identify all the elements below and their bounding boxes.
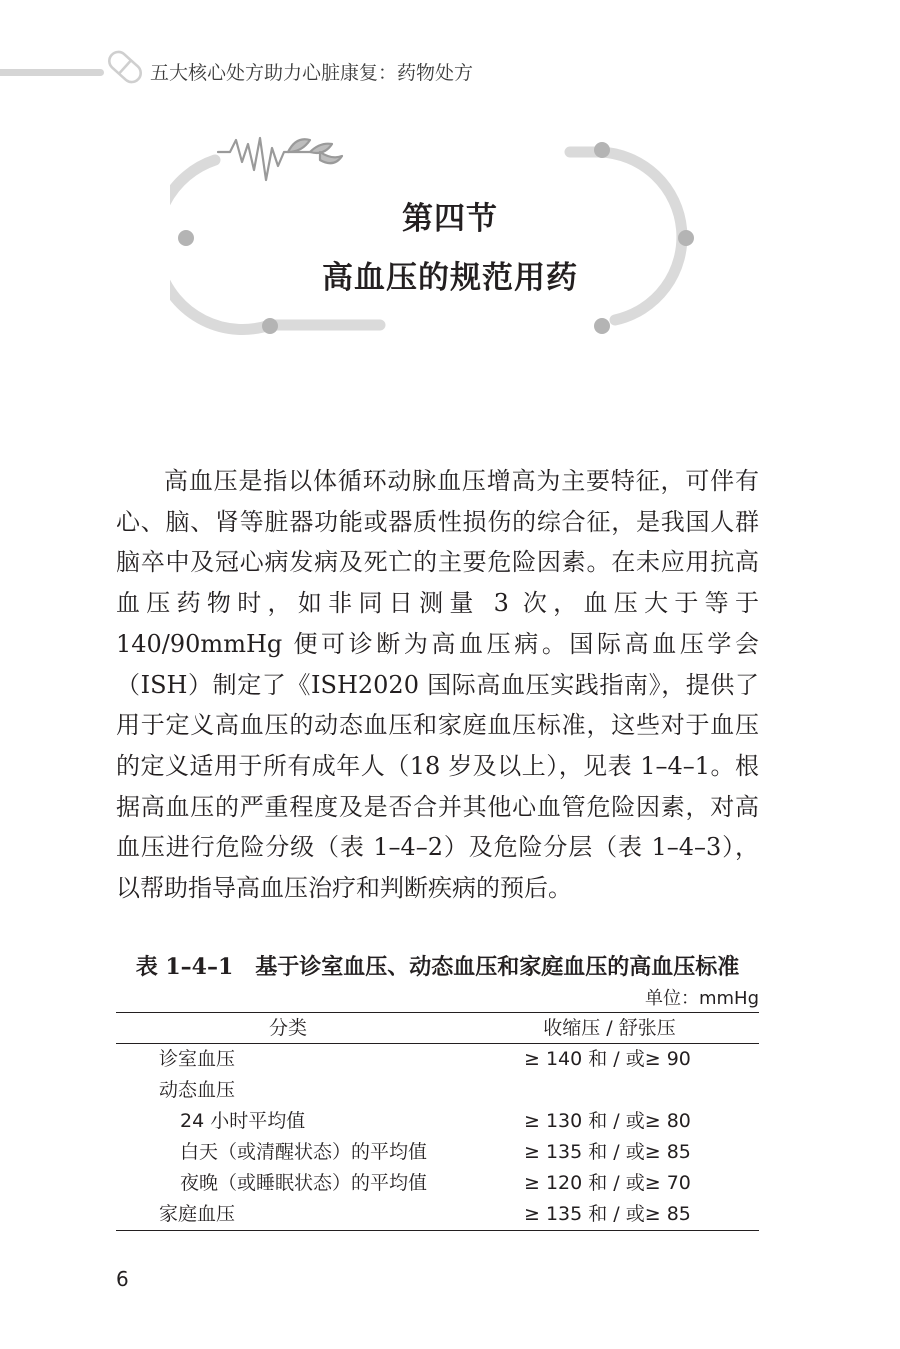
- table-unit: 单位：mmHg: [644, 988, 759, 1009]
- running-header-title: 五大核心处方助力心脏康复：药物处方: [150, 62, 474, 84]
- row-category: 家庭血压: [159, 1203, 236, 1225]
- table-caption: 表 1–4–1 基于诊室血压、动态血压和家庭血压的高血压标准: [135, 954, 740, 980]
- section-badge-frame: [170, 130, 710, 350]
- row-value: ≥ 140 和 / 或≥ 90: [524, 1048, 691, 1070]
- row-category: 夜晚（或睡眠状态）的平均值: [180, 1172, 428, 1194]
- page-number: 6: [116, 1267, 129, 1291]
- table-row: [116, 1137, 759, 1168]
- section-number: 第四节: [402, 201, 498, 237]
- header-accent-bar: [0, 69, 104, 76]
- table-header-row: [116, 1013, 759, 1044]
- table-row: [116, 1075, 759, 1106]
- row-category: 白天（或清醒状态）的平均值: [180, 1141, 428, 1163]
- badge-dot: [178, 230, 194, 246]
- column-header-category: 分类: [268, 1017, 307, 1039]
- heartbeat-leaf-icon: [218, 138, 342, 180]
- row-value: ≥ 135 和 / 或≥ 85: [524, 1141, 691, 1163]
- row-category: 24 小时平均值: [180, 1110, 306, 1132]
- row-value: ≥ 120 和 / 或≥ 70: [524, 1172, 691, 1194]
- row-value: ≥ 135 和 / 或≥ 85: [524, 1203, 691, 1225]
- badge-dot: [262, 318, 278, 334]
- table-row: [116, 1044, 759, 1075]
- column-header-bp: 收缩压 / 舒张压: [543, 1017, 676, 1039]
- badge-dot: [594, 318, 610, 334]
- badge-dot: [678, 230, 694, 246]
- row-category: 动态血压: [159, 1079, 236, 1101]
- table-row: [116, 1168, 759, 1199]
- capsule-icon: [103, 46, 147, 88]
- badge-dot: [594, 142, 610, 158]
- body-paragraph: 高血压是指以体循环动脉血压增高为主要特征，可伴有心、脑、肾等脏器功能或器质性损伤的综合征，是我国人群脑卒中及冠心病发病及死亡的主要危险因素。在未应用抗高血压药物时，如非同日测量 3 次，血压大于等于 140/90mmHg 便可诊断为高血压病。国际高血压学会（ISH）制定了《ISH2020 国际高血压实践指南》，提供了用于定义高血压的动态血压和家庭血压标准，这些对于血压的定义适用于所有成年人（18 岁及以上），见表 1–4–1。根据高血压的严重程度及是否合并其他心血管危险因素，对高血压进行危险分级（表 1–4–2）及危险分层（表 1–4–3），以帮助指导高血压治疗和判断疾病的预后。: [116, 467, 759, 903]
- table-row: [116, 1199, 759, 1230]
- section-title: 高血压的规范用药: [322, 260, 578, 296]
- row-category: 诊室血压: [159, 1048, 236, 1070]
- bp-criteria-table: [116, 1012, 759, 1231]
- row-value: ≥ 130 和 / 或≥ 80: [524, 1110, 691, 1132]
- row-value: [524, 1075, 759, 1106]
- table-row: [116, 1106, 759, 1137]
